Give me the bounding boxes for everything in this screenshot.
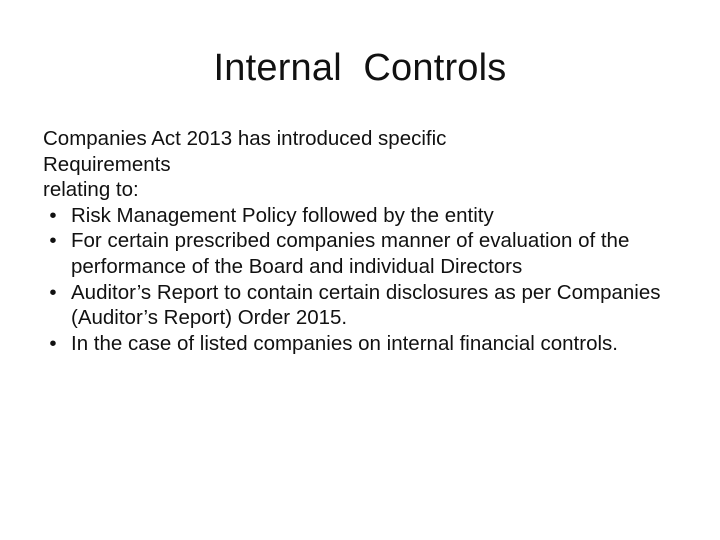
bullet-text: Risk Management Policy followed by the entity: [71, 203, 494, 227]
bullet-text: Auditor’s Report to contain certain disclosures as per Companies (Auditor’s Report) Order 2015.: [71, 280, 661, 330]
bullet-list: [43, 203, 693, 357]
intro-line-3: relating to:: [43, 178, 139, 202]
bullet-icon: •: [49, 280, 57, 304]
bullet-item-risk-management: [43, 203, 693, 229]
bullet-item-listed-companies: [43, 331, 693, 357]
slide-body: [43, 126, 693, 356]
bullet-text: In the case of listed companies on internal financial controls.: [71, 331, 618, 355]
bullet-icon: •: [49, 331, 57, 355]
bullet-item-auditor-report: [43, 280, 693, 331]
bullet-icon: •: [49, 203, 57, 227]
bullet-text: For certain prescribed companies manner of evaluation of the performance of the Board and individual Directors: [71, 229, 630, 278]
intro-line-2: Requirements: [43, 152, 171, 176]
bullet-icon: •: [49, 229, 57, 253]
intro-line-1: Companies Act 2013 has introduced specific: [43, 127, 447, 150]
bullet-item-board-evaluation: [43, 228, 693, 279]
slide-title: Internal Controls: [213, 47, 507, 89]
